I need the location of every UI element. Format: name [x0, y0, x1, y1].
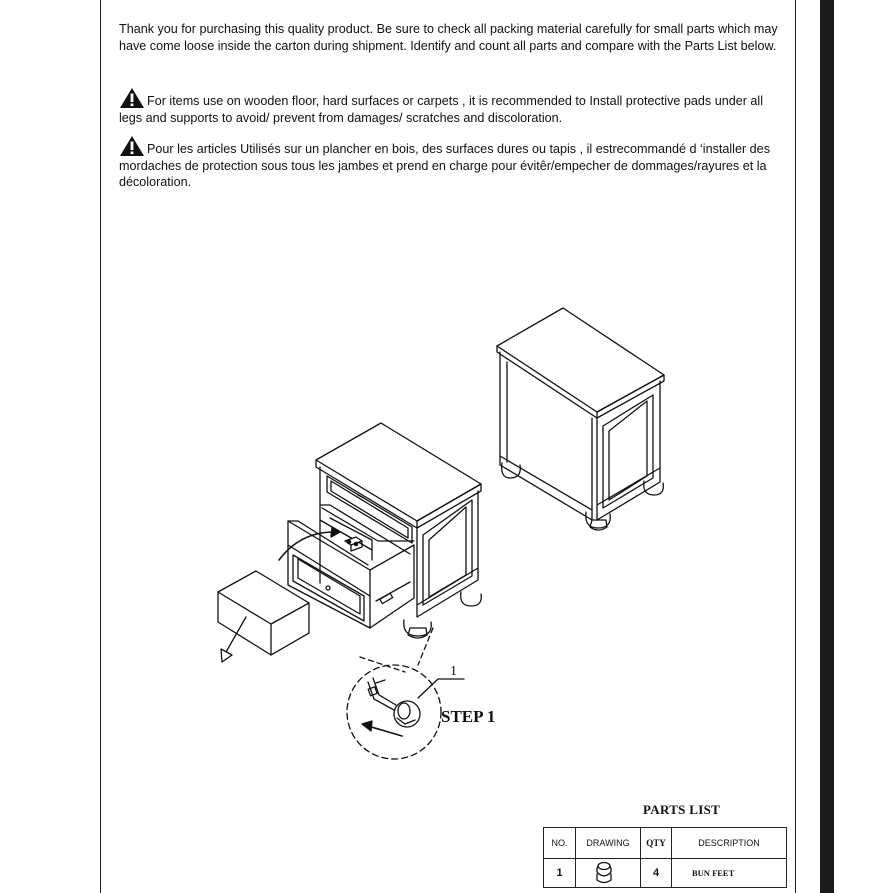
intro-paragraph: Thank you for purchasing this quality product. Be sure to check all packing material carefully for small parts which may have come loose inside the carton during shipment. Identify and count all parts and compare with the Parts List below.	[119, 22, 778, 53]
header-qty: QTY	[641, 828, 672, 859]
row-no: 1	[544, 859, 576, 888]
header-drawing: DRAWING	[576, 828, 641, 859]
step-label: STEP 1	[441, 707, 496, 726]
warning-english-text: For items use on wooden floor, hard surfaces or carpets , it is recommended to Install protective pads under all legs and supports to avoid/ prevent from damages/ scratches and discoloration.	[119, 94, 763, 125]
parts-list-table	[543, 827, 787, 888]
row-description: BUN FEET	[672, 859, 787, 888]
table-header-row	[544, 828, 787, 859]
bun-foot-detail-callout	[347, 628, 464, 759]
parts-box-drawing	[218, 571, 309, 662]
header-no: NO.	[544, 828, 576, 859]
table-row	[544, 859, 787, 888]
row-qty: 4	[641, 859, 672, 888]
assembled-nightstand-drawing	[497, 308, 664, 530]
row-drawing	[576, 859, 641, 888]
parts-list-title: PARTS LIST	[643, 802, 721, 817]
warning-french-text: Pour les articles Utilisés sur un plancher en bois, des surfaces dures ou tapis , il estrecommandé d ‘installer des mordaches de protection sous tous les jambes et prend en charge pour évitêr/empecher de dommages/rayures et la décoloration.	[119, 142, 770, 189]
header-description: DESCRIPTION	[672, 828, 787, 859]
callout-number: 1	[450, 664, 457, 679]
